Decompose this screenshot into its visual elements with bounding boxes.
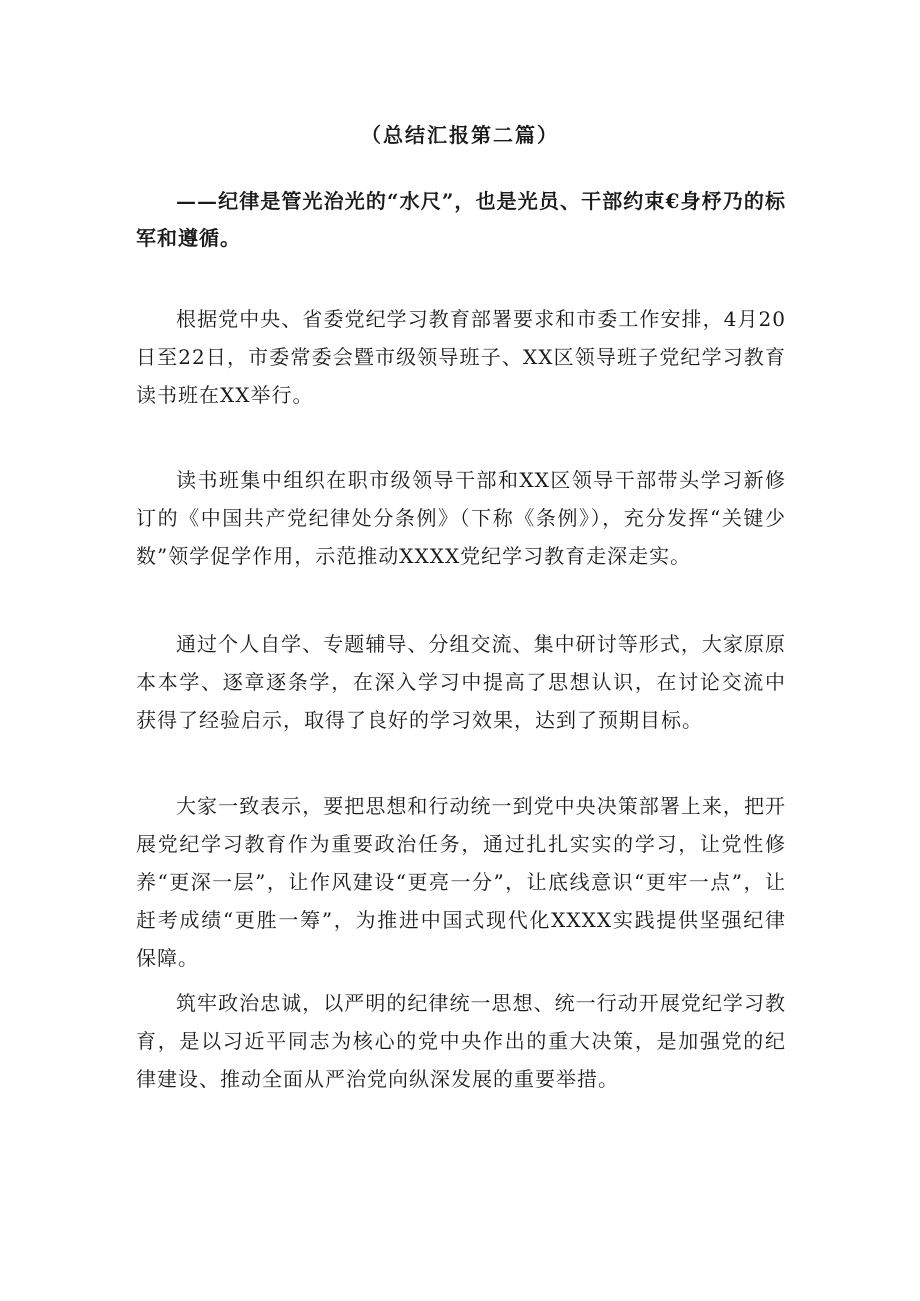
paragraph-5: 筑牢政治忠诚，以严明的纪律统一思想、统一行动开展党纪学习教育，是以习近平同志为核心的党中央作出的重大决策，是加强党的纪律建设、推动全面从严治党向纵深发展的重要举措。 xyxy=(136,991,786,1091)
document-subtitle: ——纪律是管光治光的“水尺”，也是光员、干部约束€身杼乃的标军和遵循。 xyxy=(136,189,786,250)
paragraph-4: 大家一致表示，要把思想和行动统一到党中央决策部署上来，把开展党纪学习教育作为重要政治任务，通过扎扎实实的学习，让党性修养“更深一层”，让作风建设“更亮一分”，让底线意识“更牢一点”，让赶考成绩“更胜一筹”，为推进中国式现代化XXXX实践提供坚强纪律保障。 xyxy=(136,794,786,970)
paragraph-1: 根据党中央、省委党纪学习教育部署要求和市委工作安排，4月20日至22日，市委常委会暨市级领导班子、XX区领导班子党纪学习教育读书班在XX举行。 xyxy=(136,307,786,407)
document-title: （总结汇报第二篇） xyxy=(361,123,559,147)
paragraph-3: 通过个人自学、专题辅导、分组交流、集中研讨等形式，大家原原本本学、逐章逐条学，在深入学习中提高了思想认识，在讨论交流中获得了经验启示，取得了良好的学习效果，达到了预期目标。 xyxy=(136,632,786,732)
paragraph-2: 读书班集中组织在职市级领导干部和XX区领导干部带头学习新修订的《中国共产党纪律处分条例》（下称《条例》），充分发挥“关键少数”领学促学作用，示范推动XXXX党纪学习教育走深走实。 xyxy=(136,468,786,568)
